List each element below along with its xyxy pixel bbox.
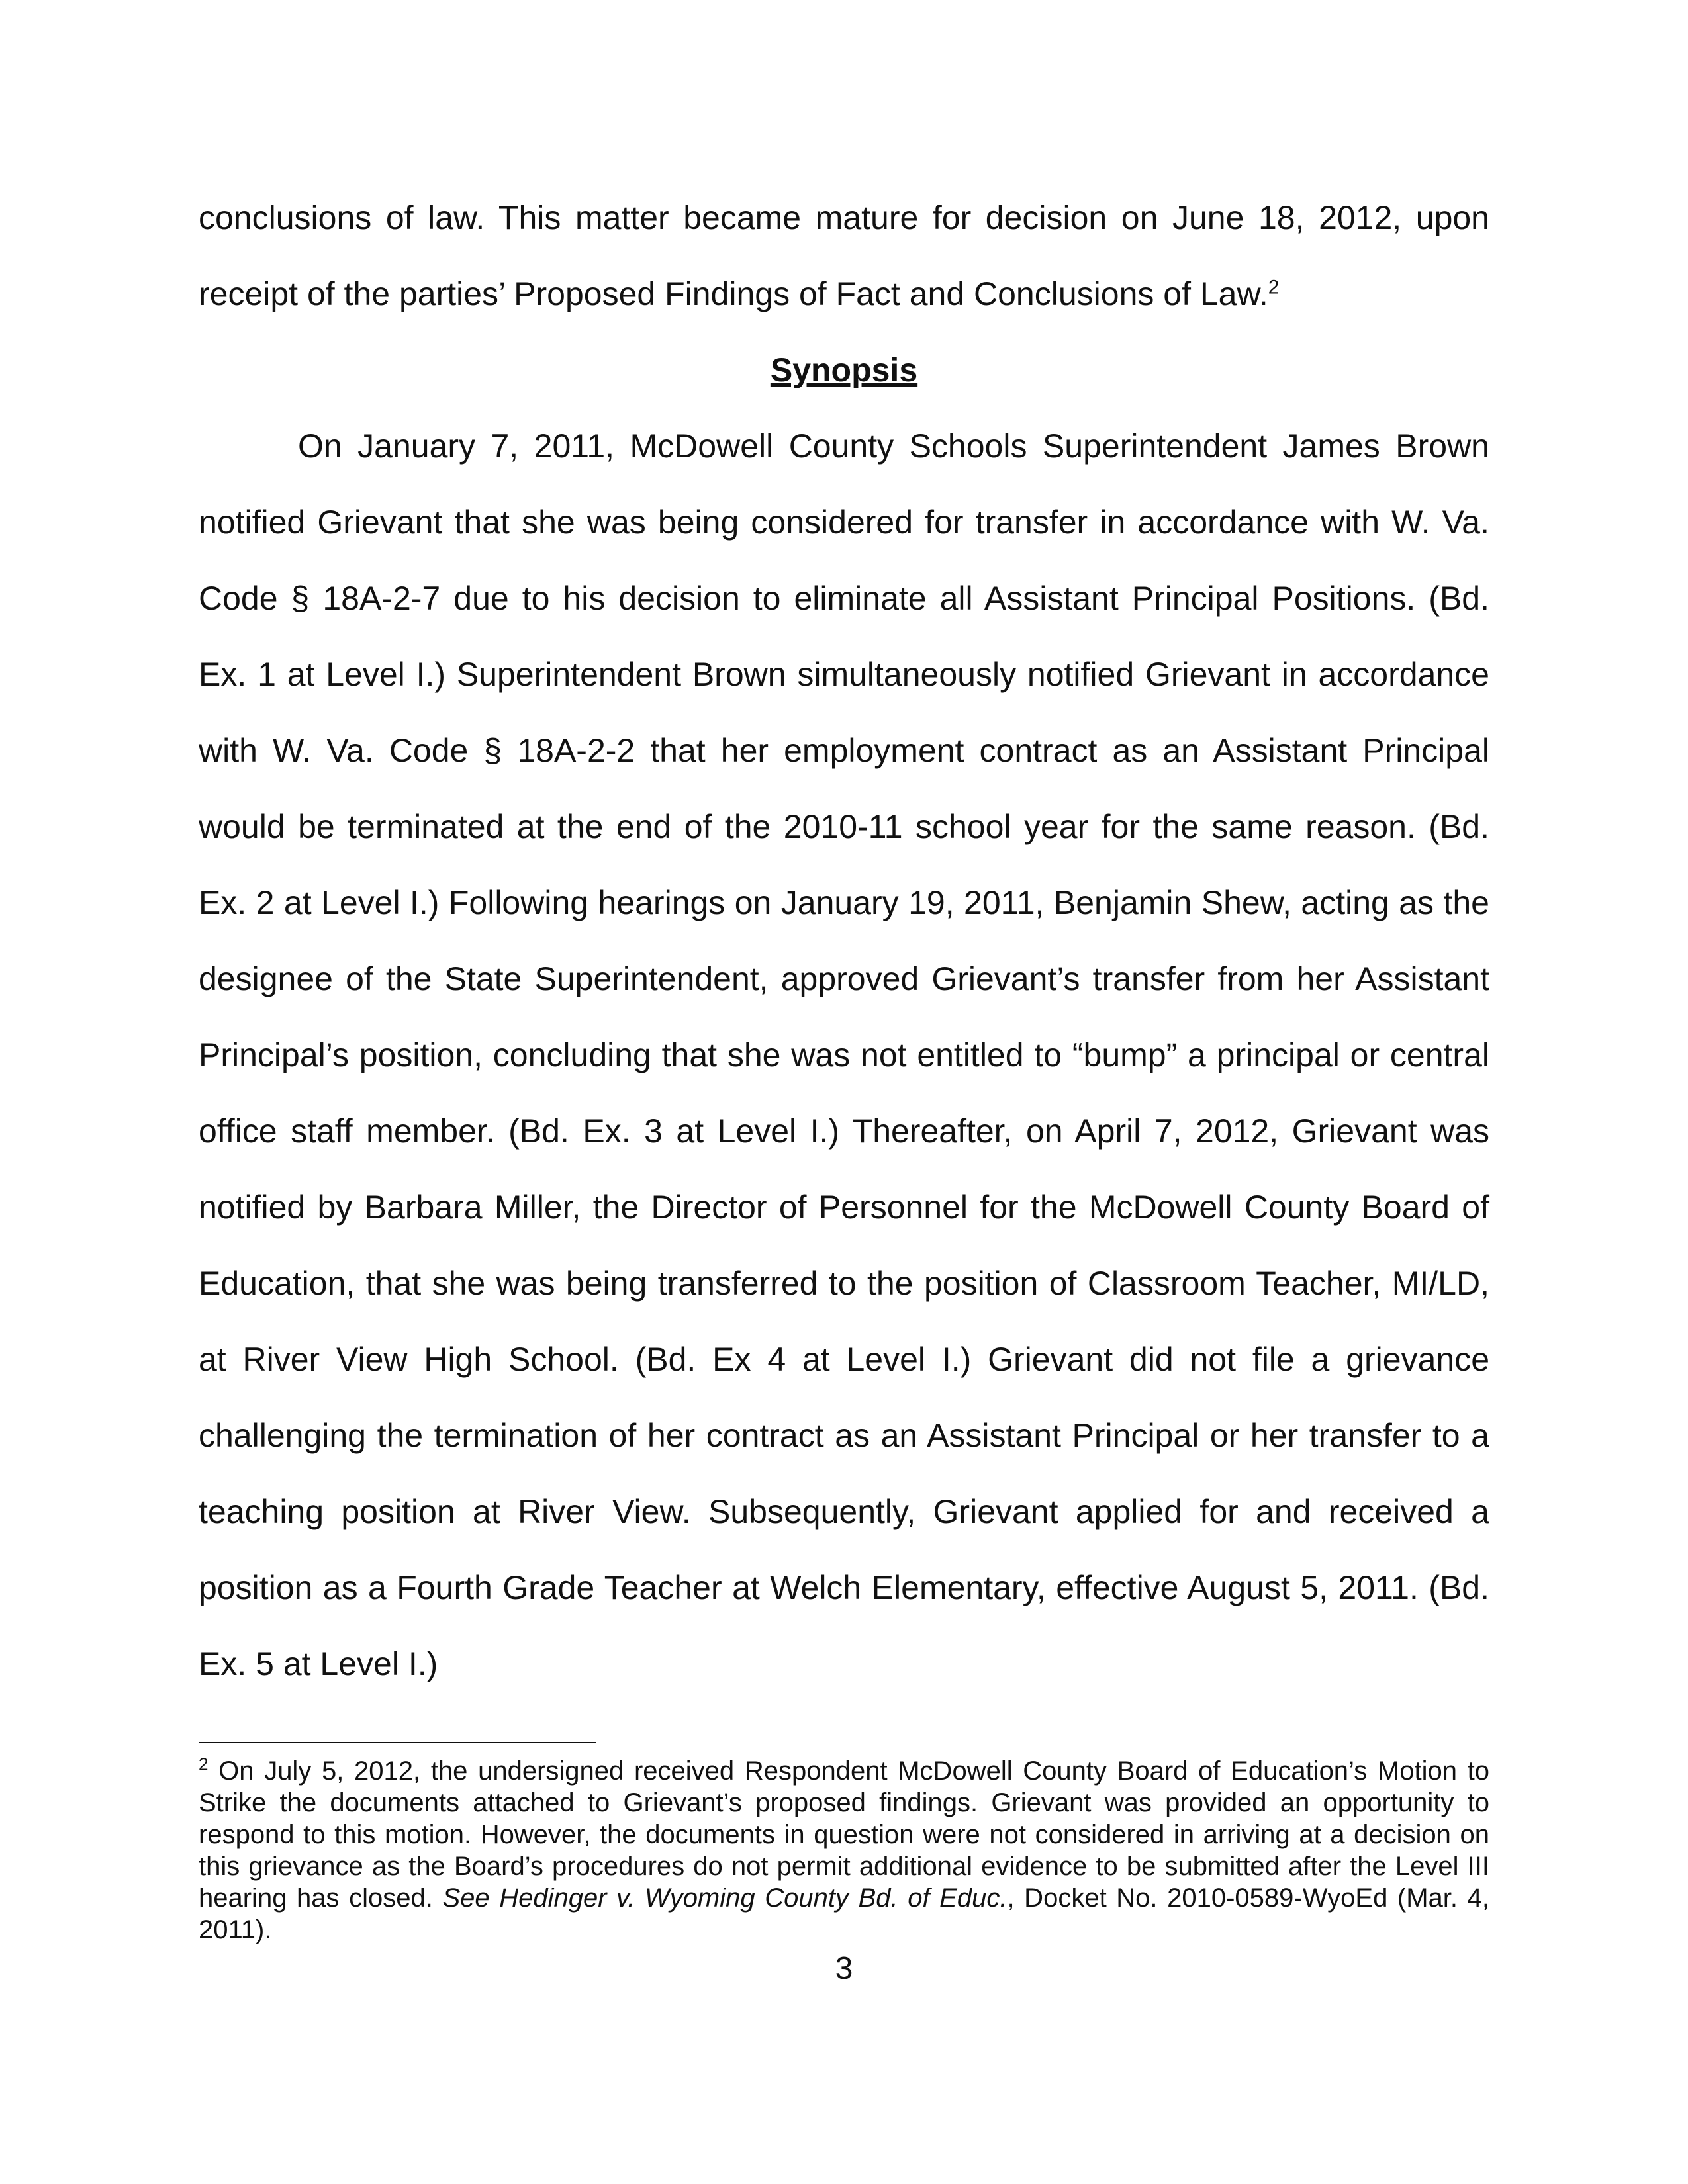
footnote-citation: See Hedinger v. Wyoming County Bd. of Educ. [442, 1884, 1008, 1913]
footnote-docket: , Docket No. 2010-0589-WyoEd (Mar. 4, 2011). [199, 1884, 1489, 1944]
footnote-reference[interactable]: 2 [1268, 276, 1280, 298]
section-heading-synopsis: Synopsis [770, 351, 918, 388]
footnote [199, 1755, 1489, 1946]
footnote-text: On July 5, 2012, the undersigned received Respondent McDowell County Board of Education’s Motion to Strike the documents attached to Grievant’s proposed findings. Grievant was provided an opportunity to respond to this motion. However, the documents in question were not considered in arriving at a decision on this grievance as the Board’s procedures do not permit additional evidence to be submitted after the Level III hearing has closed. [199, 1756, 1489, 1913]
page-number: 3 [835, 1951, 853, 1986]
synopsis-text: On January 7, 2011, McDowell County Schools Superintendent James Brown notified Grievant that she was being considered for transfer in accordance with W. Va. Code § 18A-2-7 due to his decision to eliminate all Assistant Principal Positions. (Bd. Ex. 1 at Level I.) Superintendent Brown simultaneously notified Grievant in accordance with W. Va. Code § 18A-2-2 that her employment contract as an Assistant Principal would be terminated at the end of the 2010-11 school year for the same reason. (Bd. Ex. 2 at Level I.) Following hearings on January 19, 2011, Benjamin Shew, acting as the designee of the State Superintendent, approved Grievant’s transfer from her Assistant Principal’s position, concluding that she was not entitled to “bump” a principal or central office staff member. (Bd. Ex. 3 at Level I.) Thereafter, on April 7, 2012, Grievant was notified by Barbara Miller, the Director of Personnel for the McDowell County Board of Education, that she was being transferred to the position of Classroom Teacher, MI/LD, at River View High School. (Bd. Ex 4 at Level I.) Grievant did not file a grievance challenging the termination of her contract as an Assistant Principal or her transfer to a teaching position at River View. Subsequently, Grievant applied for and received a position as a Fourth Grade Teacher at Welch Elementary, effective August 5, 2011. (Bd. Ex. 5 at Level I.) [199, 428, 1489, 1682]
intro-paragraph [199, 180, 1489, 332]
footnote-separator [199, 1742, 596, 1743]
intro-text: conclusions of law. This matter became mature for decision on June 18, 2012, upon receipt of the parties’ Proposed Findings of Fact and Conclusions of Law. [199, 199, 1489, 312]
footnote-number: 2 [199, 1754, 209, 1774]
synopsis-paragraph [199, 408, 1489, 1702]
